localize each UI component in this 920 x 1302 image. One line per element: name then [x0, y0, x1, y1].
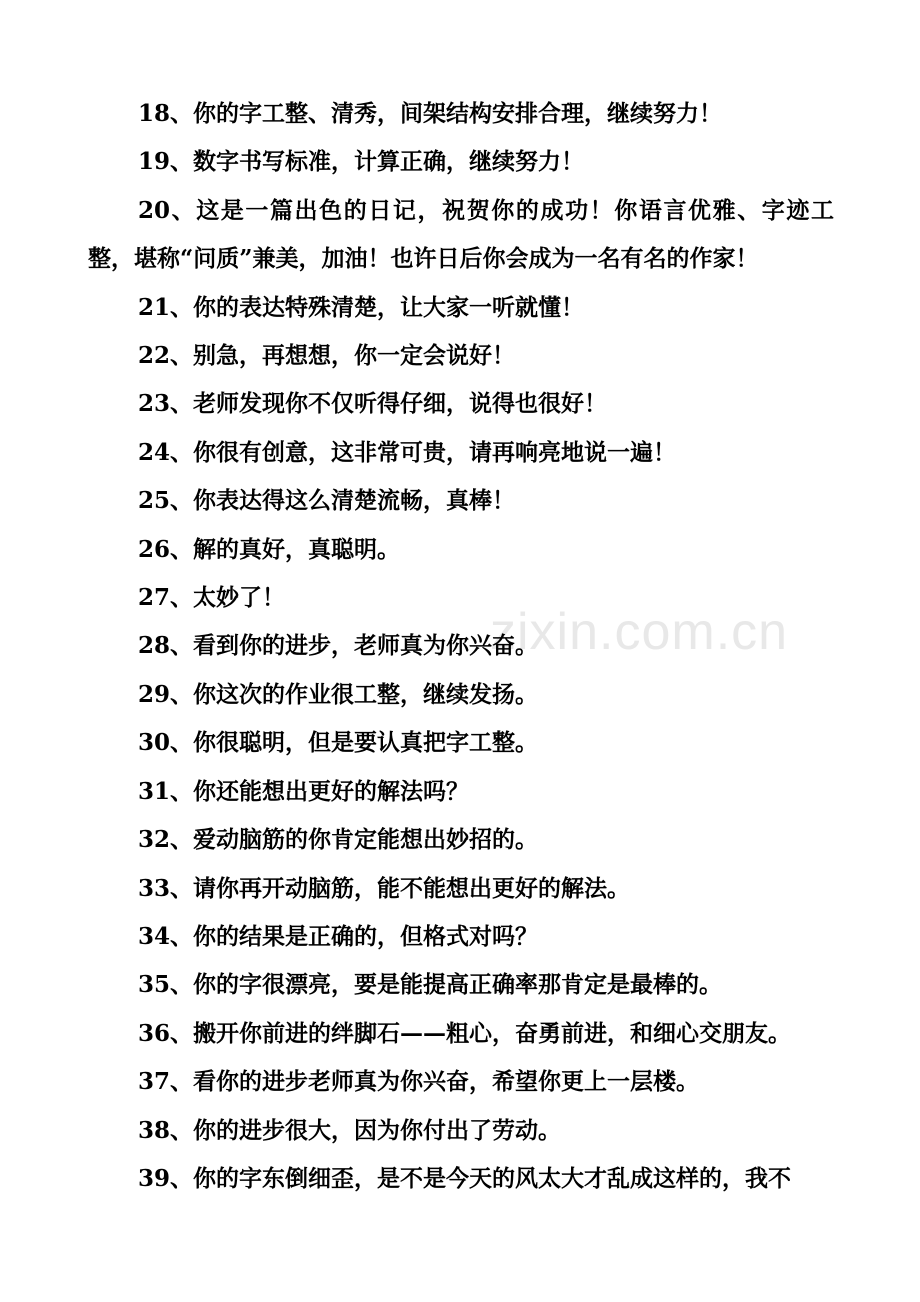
list-item: 31、你还能想出更好的解法吗？ [138, 777, 470, 805]
list-item: 28、看到你的进步，老师真为你兴奋。 [138, 632, 539, 660]
list-item: 32、爱动脑筋的你肯定能想出妙招的。 [138, 826, 539, 854]
list-item: 23、老师发现你不仅听得仔细，说得也很好！ [138, 390, 608, 418]
document-body [88, 90, 834, 1203]
list-item: 25、你表达得这么清楚流畅，真棒！ [138, 487, 516, 515]
list-item: 36、搬开你前进的绊脚石——粗心，奋勇前进，和细心交朋友。 [138, 1019, 792, 1047]
list-item: 30、你很聪明，但是要认真把字工整。 [138, 729, 539, 757]
watermark: zixin.com.cn [490, 603, 789, 661]
list-item: 33、请你再开动脑筋，能不能想出更好的解法。 [138, 874, 631, 902]
list-item: 21、你的表达特殊清楚，让大家一听就懂！ [138, 293, 585, 321]
list-item: 26、解的真好，真聪明。 [138, 535, 401, 563]
list-item: 37、看你的进步老师真为你兴奋，希望你更上一层楼。 [138, 1068, 700, 1096]
list-item: 27、太妙了！ [138, 584, 286, 612]
list-item: 35、你的字很漂亮，要是能提高正确率那肯定是最棒的。 [138, 971, 723, 999]
list-item: 22、别急，再想想，你一定会说好！ [138, 342, 516, 370]
list-item: 38、你的进步很大，因为你付出了劳动。 [138, 1116, 562, 1144]
list-item: 18、你的字工整、清秀，间架结构安排合理，继续努力！ [138, 100, 723, 127]
list-item: 34、你的结果是正确的，但格式对吗？ [138, 922, 539, 950]
list-item: 19、数字书写标准，计算正确，继续努力！ [138, 148, 585, 176]
list-item: 39、你的字东倒细歪，是不是今天的风太大才乱成这样的，我不 [138, 1164, 792, 1192]
list-item: 24、你很有创意，这非常可贵，请再响亮地说一遍！ [138, 438, 677, 466]
list-item: 29、你这次的作业很工整，继续发扬。 [138, 680, 539, 708]
list-item: 20、这是一篇出色的日记，祝贺你的成功！你语言优雅、字迹工整，堪称“问质”兼美，加油！也许日后你会成为一名有名的作家！ [88, 196, 834, 273]
